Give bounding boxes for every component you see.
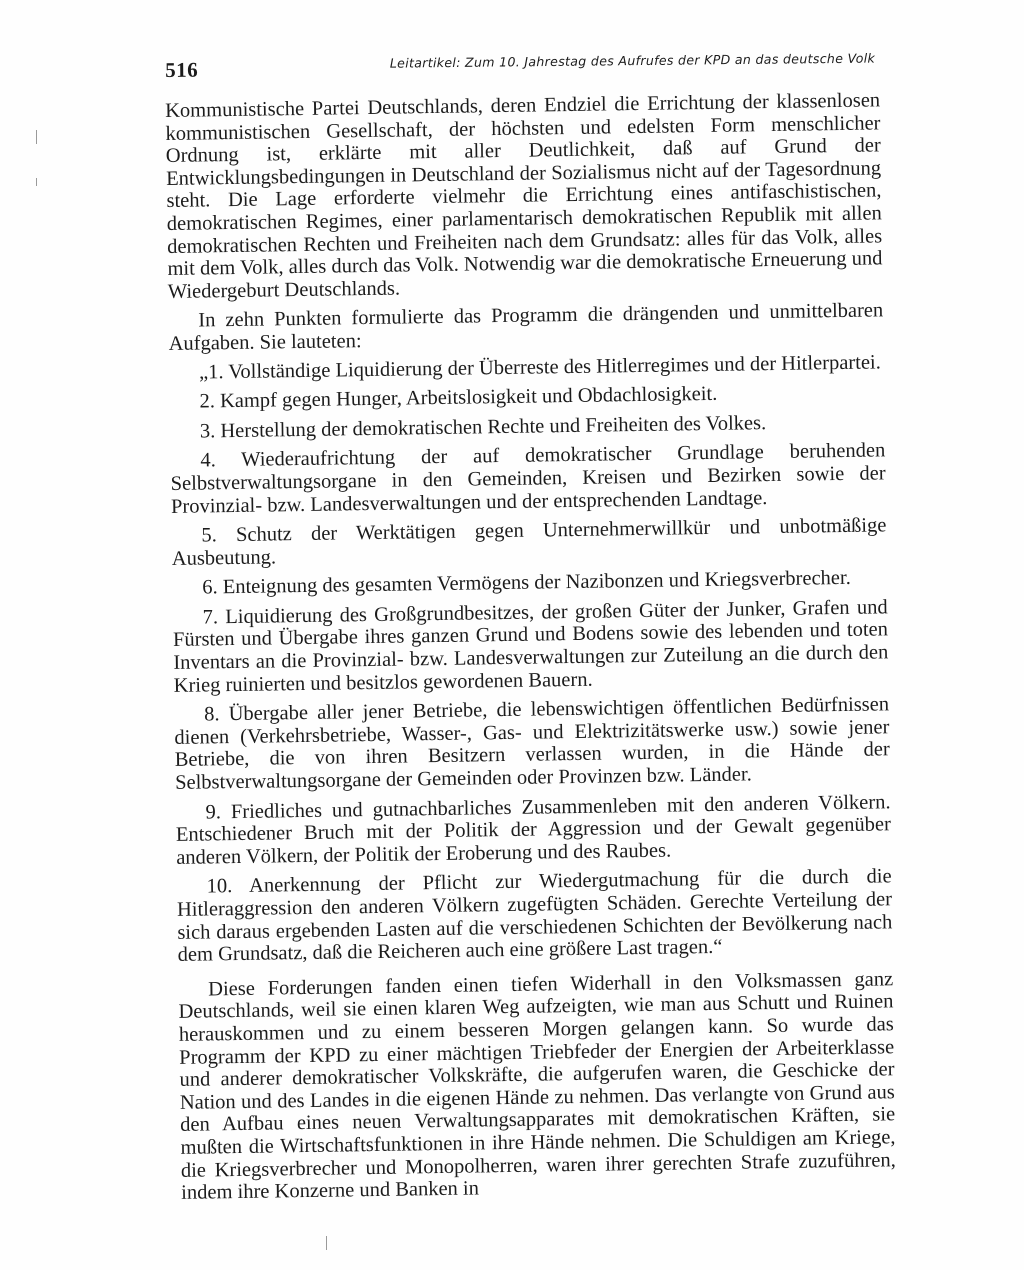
page-number: 516: [165, 57, 199, 82]
program-point: 10. Anerkennung der Pflicht zur Wiedergutmachung für die durch die Hitleraggression den anderen Völkern zugefügten Schäden. Gerechte Verteilung der sich daraus ergebenden Lasten auf die verschiedenen Schichten der Bevölkerung nach dem Grundsatz, daß die Reicheren auch eine größere Last tragen.“: [176, 865, 893, 967]
page-header: [165, 45, 875, 86]
running-title: Leitartikel: Zum 10. Jahrestag des Aufrufes der KPD an das deutsche Volk: [389, 50, 876, 71]
program-point: 8. Übergabe aller jener Betriebe, die lebenswichtigen öffentlichen Bedürfnissen dienen (Verkehrsbetriebe, Wasser-, Gas- und Elektrizitätswerke usw.) sowie jener Betriebe, die von ihren Besitzern verlassen wurden, in die Hände der Selbstverwaltungsorgane der Gemeinden oder Provinzen bzw. Länder.: [174, 693, 890, 794]
program-point: 4. Wiederaufrichtung der auf demokratischer Grundlage beruhenden Selbstverwaltungsorgane in den Gemeinden, Kreisen und Bezirken sowie der Provinzial- bzw. Landesverwaltungen und der entsprechenden Landtage.: [170, 439, 886, 518]
program-point: 9. Friedliches und gutnachbarliches Zusammenleben mit den anderen Völkern. Entschiedener Bruch mit der Politik der Aggression und der Gewalt gegenüber anderen Völkern, der Politik der Eroberung und des Raubes.: [175, 790, 891, 869]
scan-mark: [36, 178, 37, 186]
program-point: 3. Herstellung der demokratischen Rechte und Freiheiten des Volkes.: [199, 411, 767, 443]
paragraph: Diese Forderungen fanden einen tiefen Widerhall in den Volksmassen ganz Deutschlands, weil sie einen klaren Weg aufzeigten, wie man aus Schutt und Ruinen herauskommen und zu einem besseren Morgen gelangen kann. So wurde das Programm der KPD zu einer mächtigen Triebfeder der Energien der Arbeiterklasse und anderer demokratischer Volkskräfte, die aufgerufen waren, die Geschicke der Nation und des Landes in die eigenen Hände zu nehmen. Das verlangte von Grund aus den Aufbau eines neuen Verwaltungsapparates mit demokratischen Kräften, sie mußten die Wirtschaftsfunktionen in ihre Hände nehmen. Die Schuldigen am Kriege, die Kriegsverbrecher und Monopolherren, waren ihrer gerechten Strafe zuzuführen, indem ihre Konzerne und Banken in: [178, 968, 896, 1205]
program-point: „1. Vollständige Liquidierung der Überreste des Hitlerregimes und der Hitlerpartei.: [198, 350, 881, 384]
program-point: 2. Kampf gegen Hunger, Arbeitslosigkeit und Obdachlosigkeit.: [199, 382, 718, 413]
scan-mark: [36, 130, 37, 144]
program-point: 7. Liquidierung des Großgrundbesitzes, der großen Güter der Junker, Grafen und Fürsten und Übergabe ihres ganzen Grund und Bodens sowie des lebenden und toten Inventars an die Provinzial- bzw. Landesverwaltungen zur Zuteilung an die durch den Krieg ruinierten und besitzlos gewordenen Bauern.: [172, 596, 889, 697]
scan-mark: [326, 1236, 327, 1250]
paragraph: In zehn Punkten formulierte das Programm die drängenden und unmittelbaren Aufgaben. Sie lauteten:: [168, 299, 884, 355]
program-point: 5. Schutz der Werktätigen gegen Unternehmerwillkür und unbotmäßige Ausbeutung.: [171, 514, 887, 570]
program-point: 6. Enteignung des gesamten Vermögens der Nazibonzen und Kriegsverbrecher.: [202, 567, 851, 599]
paragraph: Kommunistische Partei Deutschlands, deren Endziel die Errichtung der klassenlosen kommunistischen Gesellschaft, der höchsten und edelsten Form menschlicher Ordnung ist, erklärte mit aller Deutlichkeit, daß auf Grund der Entwicklungsbedingungen in Deutschland der Sozialismus nicht auf der Tagesordnung steht. Die Lage erforderte vielmehr die Errichtung eines antifaschistischen, demokratischen Regimes, einer parlamentarisch demokratischen Republik mit allen demokratischen Rechten und Freiheiten nach dem Grundsatz: alles für das Volk, alles mit dem Volk, alles durch das Volk. Notwendig war die demokratische Erneuerung und Wiedergeburt Deutschlands.: [165, 89, 883, 303]
body-text: [165, 89, 896, 1211]
